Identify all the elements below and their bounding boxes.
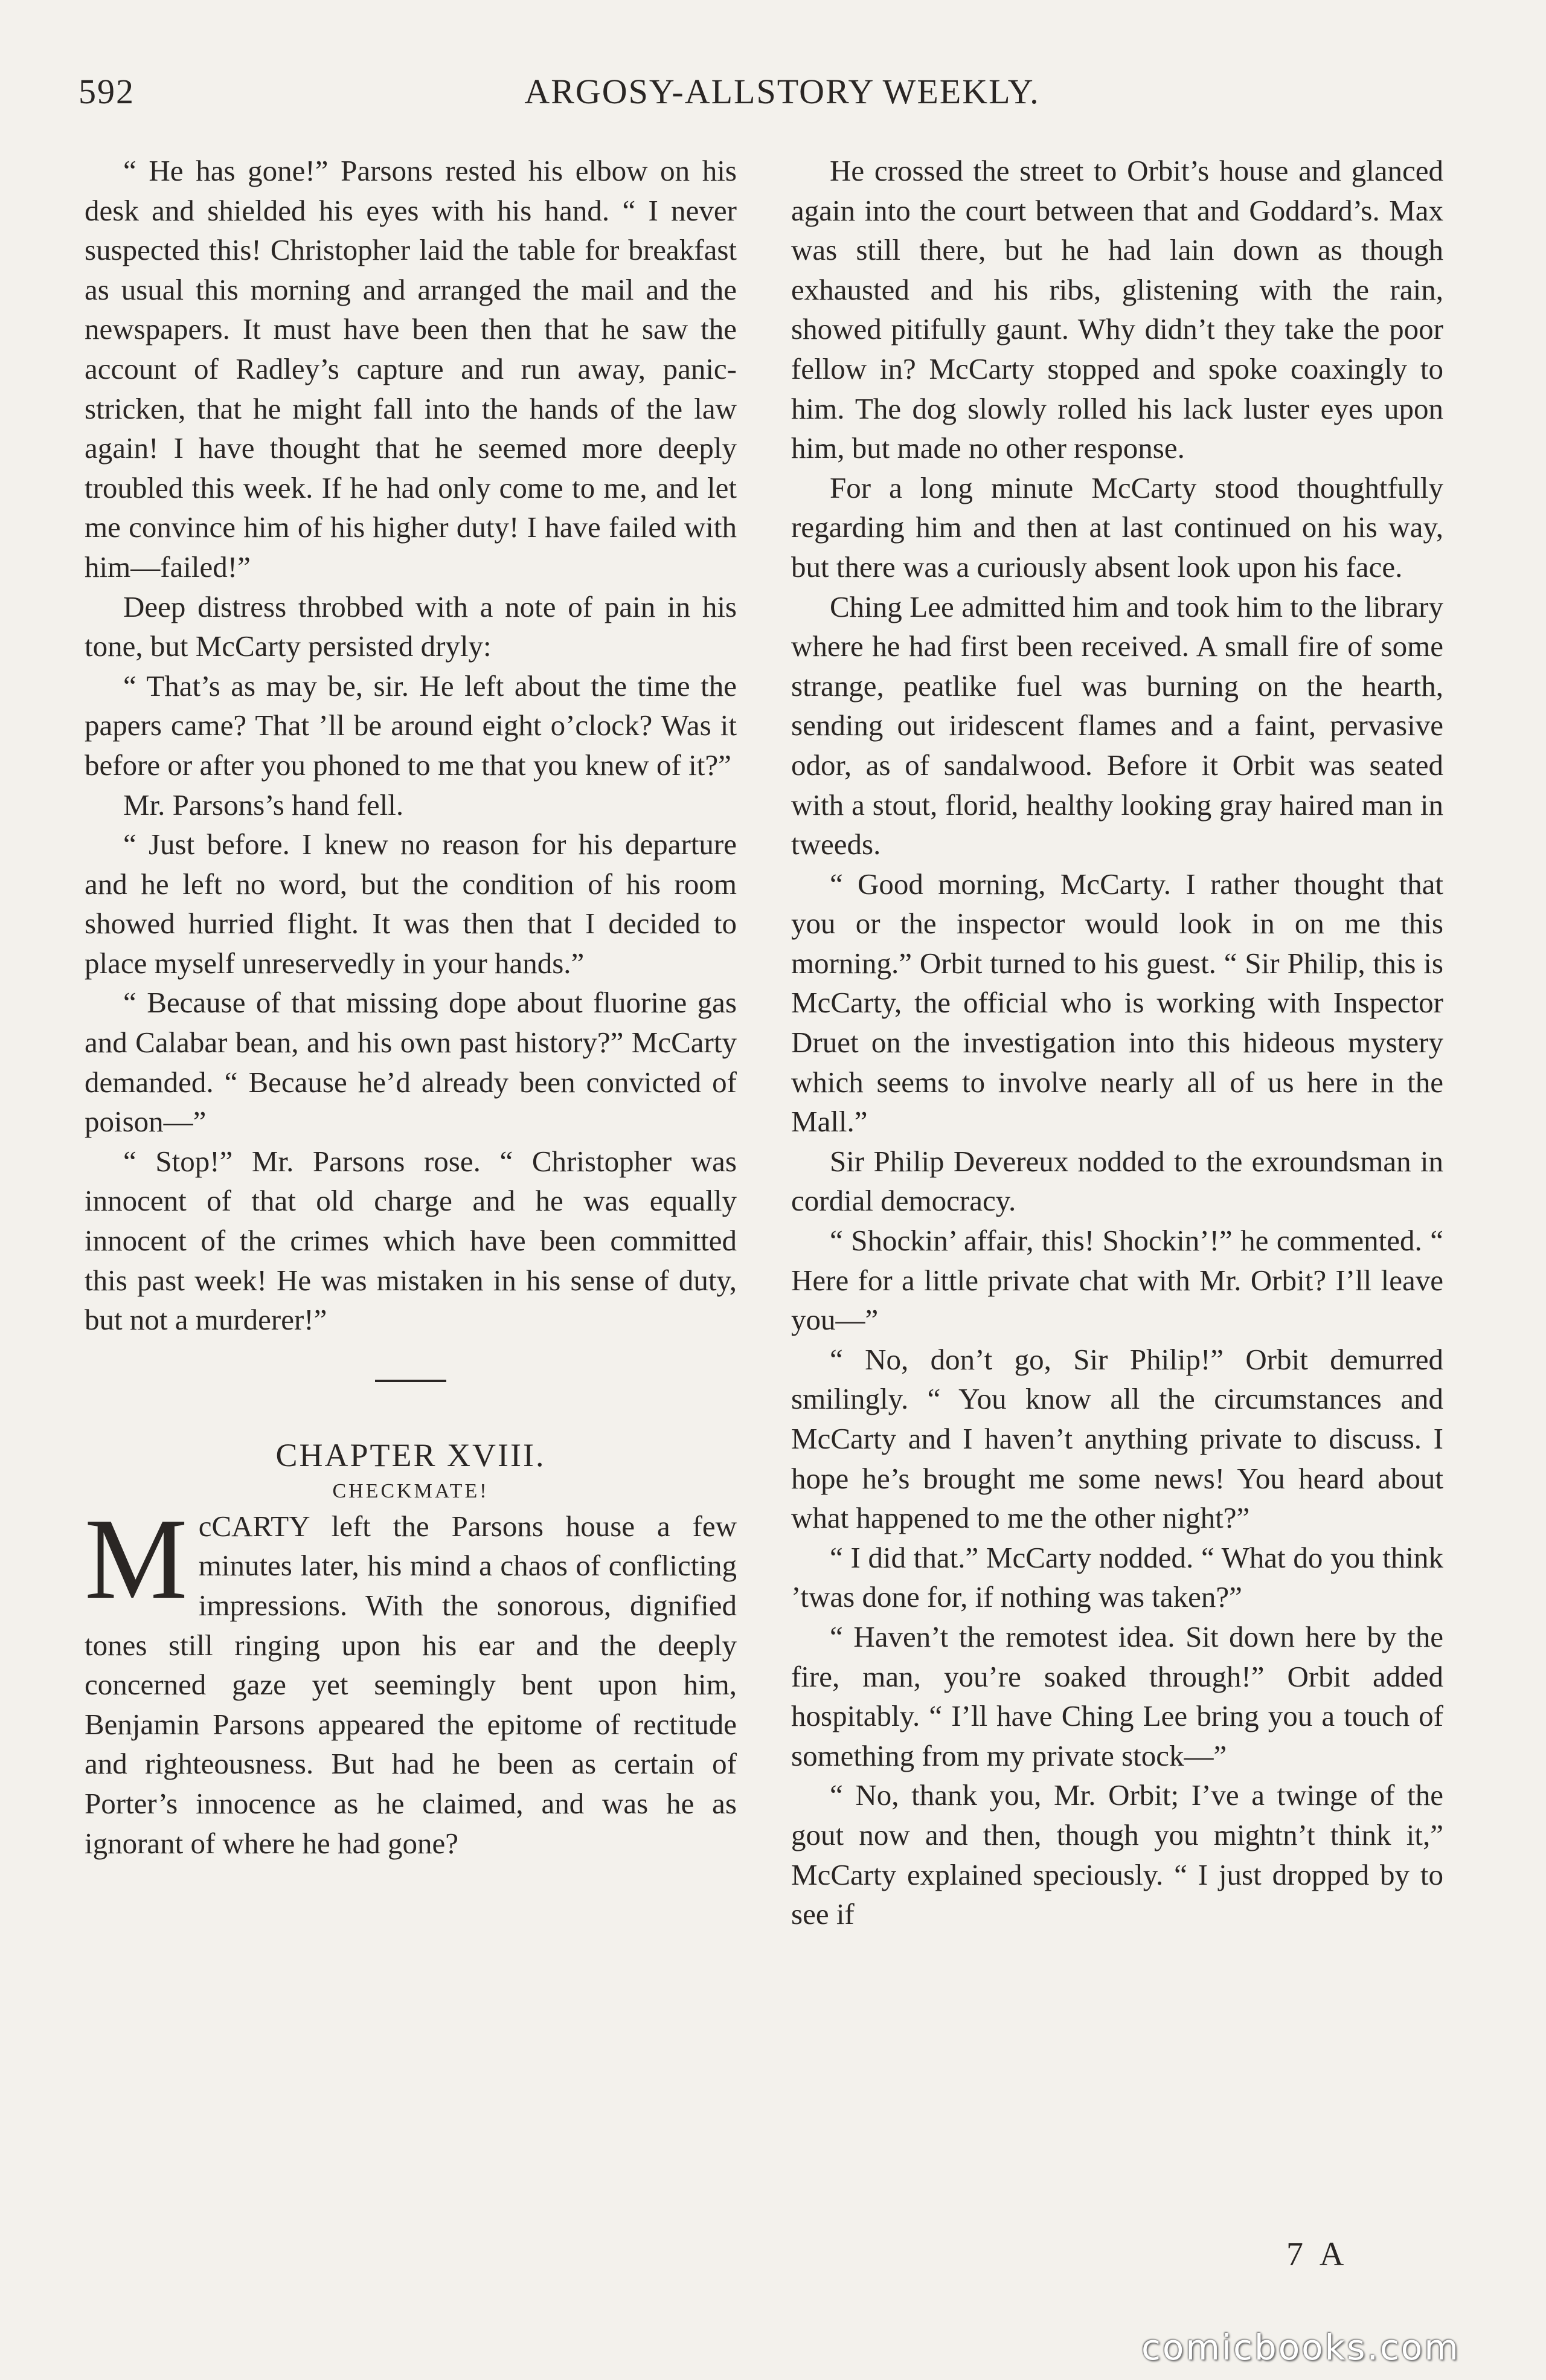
chapter-opening-paragraph <box>85 1494 737 1863</box>
paragraph: “ No, thank you, Mr. Orbit; I’ve a twinge of the gout now and then, though you mightn’t think it,” McCarty explained speciously. “ I just dropped by to see if <box>791 1778 1443 1931</box>
chapter-subtitle: CHECKMATE! <box>332 1479 489 1502</box>
paragraph: Sir Philip Devereux nodded to the exroundsman in cordial democracy. <box>791 1144 1443 1218</box>
right-column <box>791 151 1443 1934</box>
running-title: ARGOSY-ALLSTORY WEEKLY. <box>524 72 1040 111</box>
paragraph: Deep distress throbbed with a note of pain in his tone, but McCarty persisted dryly: <box>85 590 737 663</box>
paragraph: “ He has gone!” Parsons rested his elbow on his desk and shielded his eyes with his hand. “ I never suspected this! Christopher laid the table for breakfast as usual this morning and arranged the mail and the newspapers. It must have been then that he saw the account of Radley’s capture and run away, panic-stricken, that he might fall into the hands of the law again! I have thought that he seemed more deeply troubled this week. If he had only come to me, and let me convince him of his higher duty! I have failed with him—failed!” <box>85 154 737 584</box>
signature-mark: 7 A <box>1286 2236 1349 2273</box>
paragraph: For a long minute McCarty stood thoughtfully regarding him and then at last continued on his way, but there was a curiously absent look upon his face. <box>791 471 1443 584</box>
chapter-title: CHAPTER XVIII. <box>275 1436 546 1473</box>
site-watermark: comicbooks.com <box>1141 2327 1460 2368</box>
paragraph: “ That’s as may be, sir. He left about the time the papers came? That ’ll be around eight o’clock? Was it before or after you phoned to me that you knew of it?” <box>85 669 737 782</box>
paragraph: “ Haven’t the remotest idea. Sit down here by the fire, man, you’re soaked through!” Orbit added hospitably. “ I’ll have Ching Lee bring you a touch of something from my private stock—” <box>791 1619 1443 1772</box>
paragraph: “ Stop!” Mr. Parsons rose. “ Christopher was innocent of that old charge and he was equally innocent of the crimes which have been committed this past week! He was mistaken in his sense of duty, but not a murderer!” <box>85 1144 737 1337</box>
paragraph: Ching Lee admitted him and took him to the library where he had first been received. A small fire of some strange, peatlike fuel was burning on the hearth, sending out iridescent flames and a faint, pervasive odor, as of sandalwood. Before it Orbit was seated with a stout, florid, healthy looking gray haired man in tweeds. <box>791 590 1443 861</box>
paragraph: He crossed the street to Orbit’s house and glanced again into the court between that and Goddard’s. Max was still there, but he had lain down as though exhausted and his ribs, glistening with the rain, showed pitifully gaunt. Why didn’t they take the poor fellow in? McCarty stopped and spoke coaxingly to him. The dog slowly rolled his lack luster eyes upon him, but made no other response. <box>791 154 1443 465</box>
chapter-opening-text: cCARTY left the Parsons house a few minutes later, his mind a chaos of conflicting impressions. With the sonorous, dignified tones still ringing upon his ear and the deeply concerned gaze yet seemingly bent upon him, Benjamin Parsons appeared the epitome of rectitude and righteousness. But had he been as certain of Porter’s innocence as he claimed, and was he as ignorant of where he had gone? <box>85 1509 737 1860</box>
drop-cap: M <box>85 1494 188 1623</box>
paragraph: “ No, don’t go, Sir Philip!” Orbit demurred smilingly. “ You know all the circumstances and McCarty and I haven’t anything private to discuss. I hope he’s brought me some news! You heard about what happened to me the other night?” <box>791 1342 1443 1535</box>
paragraph: “ Shockin’ affair, this! Shockin’!” he commented. “ Here for a little private chat with Mr. Orbit? I’ll leave you—” <box>791 1224 1443 1337</box>
paragraph: “ Just before. I knew no reason for his departure and he left no word, but the condition of his room showed hurried flight. It was then that I decided to place myself unreservedly in your hands.” <box>85 828 737 980</box>
paragraph: Mr. Parsons’s hand fell. <box>123 788 404 822</box>
paragraph: “ Because of that missing dope about fluorine gas and Calabar bean, and his own past history?” McCarty demanded. “ Because he’d already been convicted of poison—” <box>85 986 737 1139</box>
left-column <box>85 151 737 1863</box>
paragraph: “ Good morning, McCarty. I rather thought that you or the inspector would look in on me this morning.” Orbit turned to his guest. “ Sir Philip, this is McCarty, the official who is working with Inspector Druet on the investigation into this hideous mystery which seems to involve nearly all of us here in the Mall.” <box>791 867 1443 1139</box>
page-number: 592 <box>79 72 135 111</box>
paragraph: “ I did that.” McCarty nodded. “ What do you think ’twas done for, if nothing was taken?” <box>791 1540 1443 1614</box>
section-divider <box>375 1380 446 1382</box>
page-header <box>79 71 1486 126</box>
